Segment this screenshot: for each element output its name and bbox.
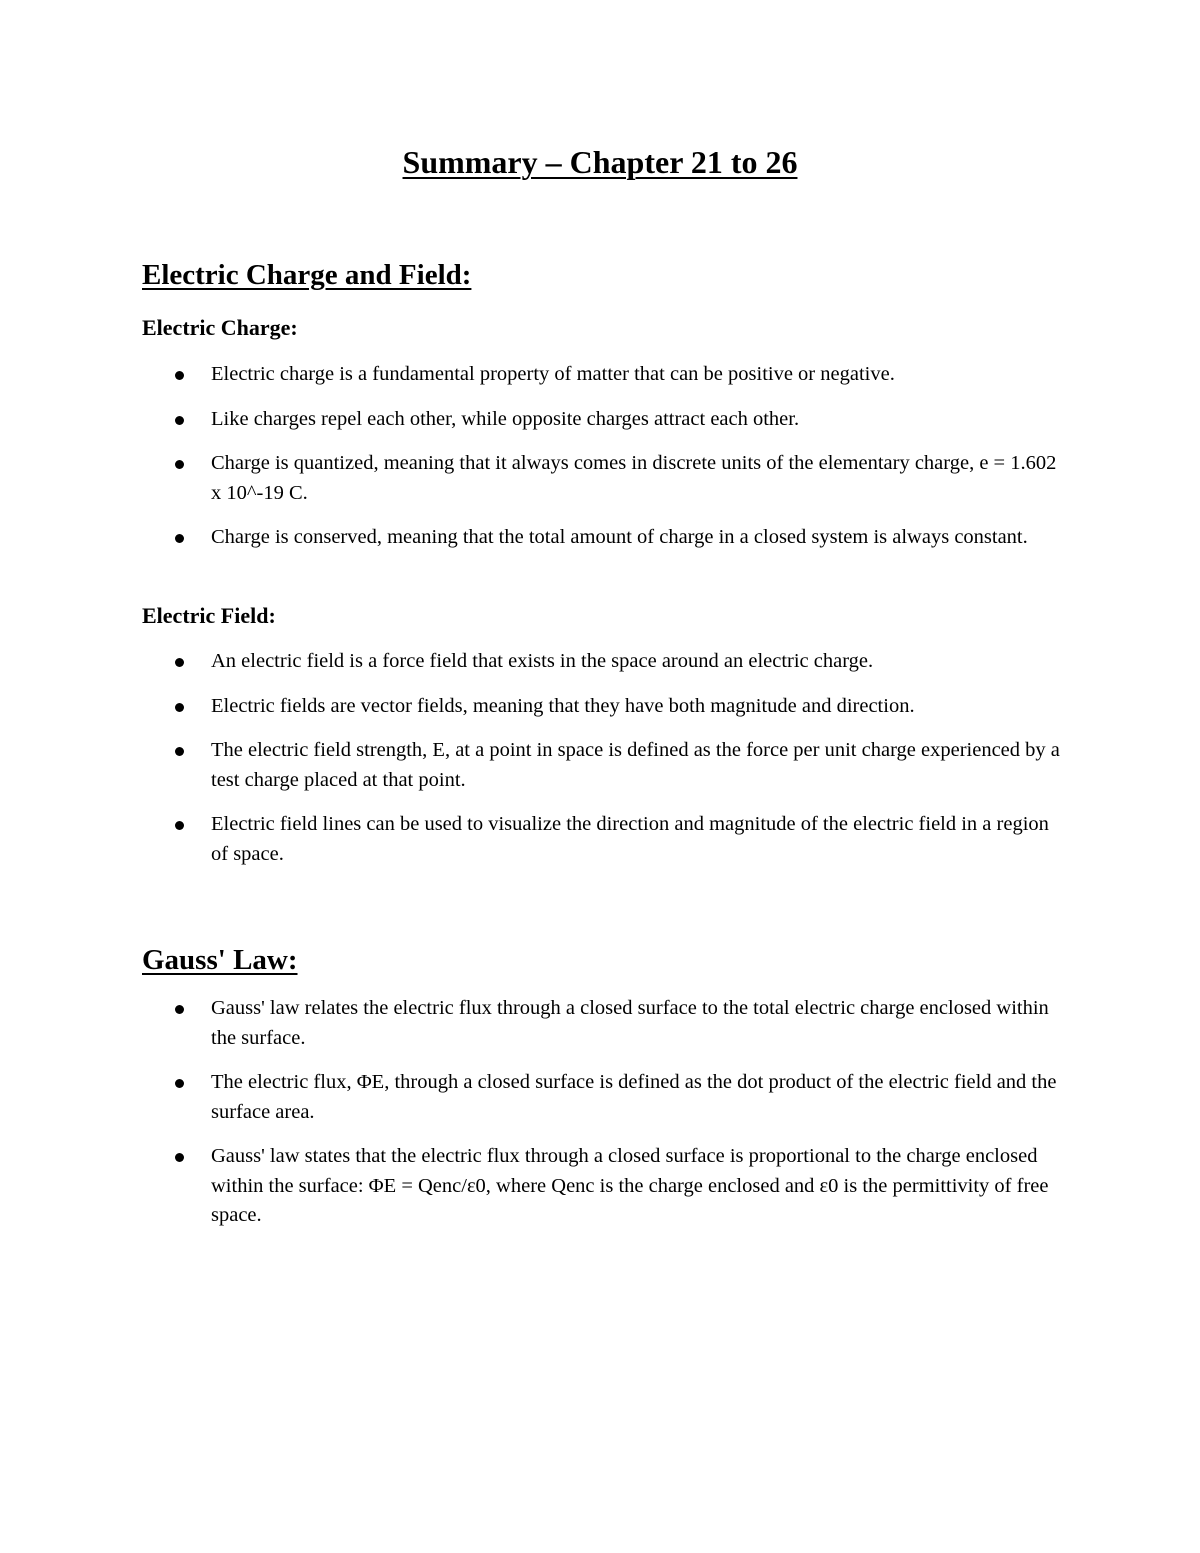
gauss-law-list [0,994,1200,1246]
bullet-icon [175,534,184,543]
bullet-icon [175,416,184,425]
list-item [0,360,1200,390]
list-item [0,1142,1200,1231]
bullet-icon [175,703,184,712]
list-item [0,736,1200,795]
list-item [0,692,1200,722]
list-item-text: Gauss' law states that the electric flux through a closed surface is proportional to the charge enclosed within the surface: ΦE = Qenc/ε0, where Qenc is the charge enclosed and ε0 is the permittivity of free space. [211,1145,1049,1226]
bullet-icon [175,460,184,469]
list-item-text: Electric fields are vector fields, meaning that they have both magnitude and direction. [211,694,915,717]
section-heading-gauss-law: Gauss' Law: [142,944,298,976]
section-heading-electric-charge-and-field: Electric Charge and Field: [142,259,472,291]
bullet-icon [175,821,184,830]
list-item-text: Like charges repel each other, while opposite charges attract each other. [211,407,800,430]
subsection-heading-electric-charge: Electric Charge: [142,315,298,340]
list-item [0,523,1200,553]
bullet-icon [175,747,184,756]
document-title: Summary – Chapter 21 to 26 [402,144,798,180]
bullet-icon [175,371,184,380]
bullet-icon [175,1079,184,1088]
list-item [0,405,1200,435]
list-item [0,810,1200,869]
bullet-icon [175,1153,184,1162]
list-item [0,994,1200,1053]
bullet-icon [175,1005,184,1014]
list-item-text: Gauss' law relates the electric flux through a closed surface to the total electric charge enclosed within the surface. [211,997,1049,1049]
list-item-text: The electric flux, ΦE, through a closed surface is defined as the dot product of the electric field and the surface area. [211,1071,1057,1123]
list-item [0,1068,1200,1127]
electric-charge-list [0,360,1200,568]
list-item-text: Electric field lines can be used to visualize the direction and magnitude of the electric field in a region of space. [211,813,1049,865]
subsection-heading-electric-field: Electric Field: [142,603,276,628]
list-item [0,647,1200,677]
bullet-icon [175,658,184,667]
list-item-text: An electric field is a force field that exists in the space around an electric charge. [211,650,874,672]
list-item-text: Charge is quantized, meaning that it always comes in discrete units of the elementary charge, e = 1.602 x 10^-19 C. [211,452,1057,504]
list-item [0,449,1200,508]
list-item-text: The electric field strength, E, at a point in space is defined as the force per unit charge experienced by a test charge placed at that point. [211,739,1060,791]
list-item-text: Charge is conserved, meaning that the total amount of charge in a closed system is always constant. [211,526,1028,548]
electric-field-list [0,647,1200,884]
list-item-text: Electric charge is a fundamental property of matter that can be positive or negative. [211,363,895,385]
